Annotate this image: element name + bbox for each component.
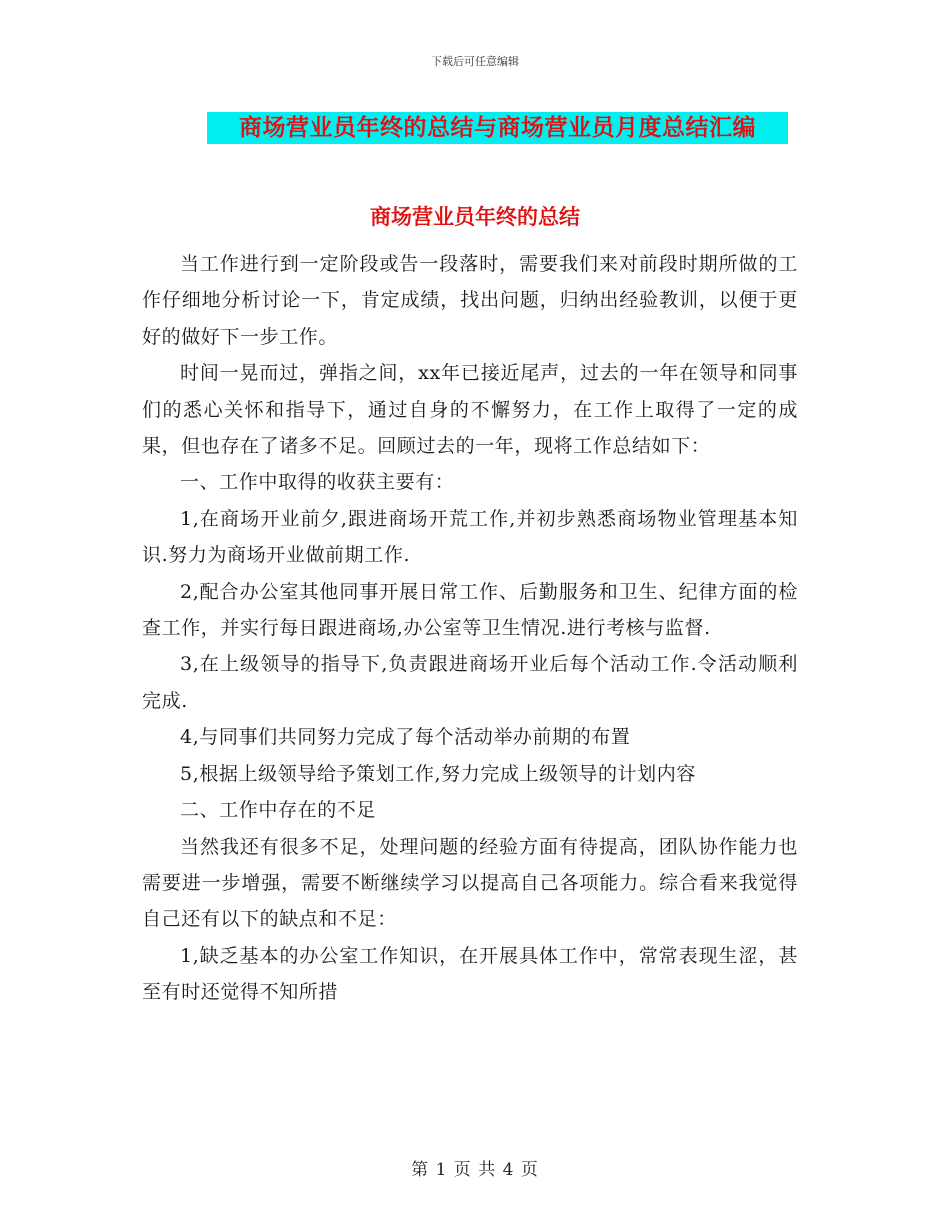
paragraph: 当然我还有很多不足，处理问题的经验方面有待提高，团队协作能力也需要进一步增强，需要不断继续学习以提高自己各项能力。综合看来我觉得自己还有以下的缺点和不足： [142,835,798,931]
paragraph: 一、工作中取得的收获主要有： [180,471,455,494]
paragraph: 4,与同事们共同努力完成了每个活动举办前期的布置 [180,726,631,749]
page-header-note: 下载后可任意编辑 [431,55,519,68]
paragraph: 2,配合办公室其他同事开展日常工作、后勤服务和卫生、纪律方面的检查工作，并实行每日跟进商场,办公室等卫生情况.进行考核与监督. [142,580,798,640]
paragraph: 1,缺乏基本的办公室工作知识，在开展具体工作中，常常表现生涩，甚至有时还觉得不知所措 [142,944,798,1004]
paragraph: 3,在上级领导的指导下,负责跟进商场开业后每个活动工作.令活动顺利完成. [142,653,798,712]
main-title: 商场营业员年终的总结与商场营业员月度总结汇编 [239,115,756,141]
paragraph: 5,根据上级领导给予策划工作,努力完成上级领导的计划内容 [180,762,696,785]
page-footer: 第 1 页 共 4 页 [411,1160,539,1180]
paragraph: 当工作进行到一定阶段或告一段落时，需要我们来对前段时期所做的工作仔细地分析讨论一下，肯定成绩，找出问题，归纳出经验教训，以便于更好的做好下一步工作。 [142,253,798,348]
paragraph: 1,在商场开业前夕,跟进商场开荒工作,并初步熟悉商场物业管理基本知识.努力为商场开业做前期工作. [142,507,798,567]
document-body [142,246,798,1011]
section-title: 商场营业员年终的总结 [370,205,580,229]
main-title-highlight [207,112,788,144]
paragraph: 二、工作中存在的不足 [180,799,377,822]
paragraph: 时间一晃而过，弹指之间，xx年已接近尾声，过去的一年在领导和同事们的悉心关怀和指导下，通过自身的不懈努力，在工作上取得了一定的成果，但也存在了诸多不足。回顾过去的一年，现将工作总结如下： [142,362,798,458]
